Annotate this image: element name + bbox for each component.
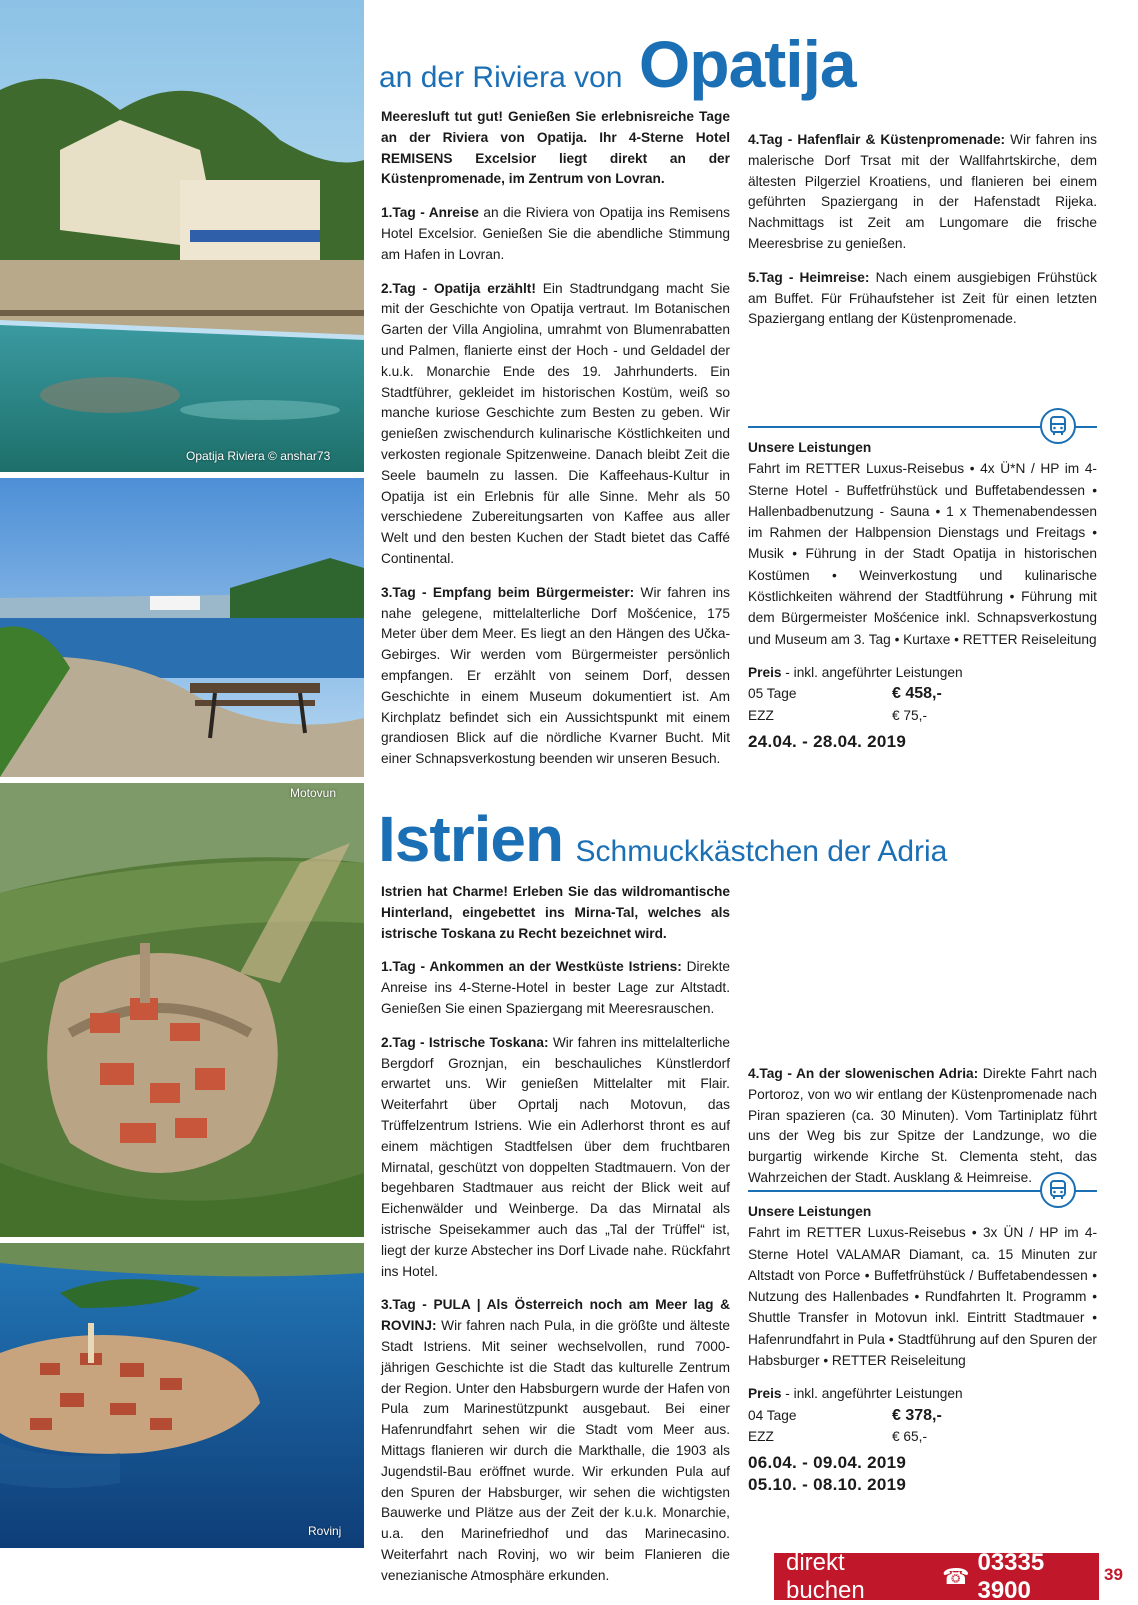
opatija-day5-text: Nach einem ausgiebigen Frühstück am Buffet. Für Frühaufsteher ist Zeit für einen letzten Spaziergang entlang der Küstenpromenade. (748, 269, 1097, 327)
photo-caption-motovun: Motovun (290, 786, 337, 800)
opatija-price-row (748, 683, 1097, 704)
istrien-heading-small: Schmuckkästchen der Adria (575, 835, 948, 868)
opatija-ezz-label: EZZ (748, 707, 774, 723)
opatija-day4-text: Wir fahren ins malerische Dorf Trsat mit der Wallfahrtskirche, dem ältesten Pilgerziel Kroatiens, und flanieren bei einem geführten Spaziergang in der Hafenstadt Rijeka. Nachmittags ist Zeit am Lungomare die frische Meeresbrise zu genießen. (748, 132, 1097, 251)
opatija-column-left (381, 107, 730, 783)
istrien-day2-title: 2.Tag - Istrische Toskana: (381, 1034, 549, 1050)
istrien-leistungen (748, 1201, 1097, 1495)
istrien-days: 04 Tage (748, 1407, 797, 1423)
opatija-price: € 458,- (892, 685, 942, 703)
opatija-date: 24.04. - 28.04. 2019 (748, 731, 907, 751)
istrien-preis-label: Preis (748, 1386, 782, 1402)
opatija-days: 05 Tage (748, 686, 797, 702)
photo-rovinj (0, 1243, 364, 1548)
opatija-day5-title: 5.Tag - Heimreise: (748, 269, 870, 285)
phone-icon: ☎ (942, 1563, 970, 1589)
photo-caption-opatija: Opatija Riviera © anshar73 (186, 449, 331, 463)
opatija-heading (379, 26, 856, 102)
opatija-column-right (748, 130, 1097, 343)
istrien-preis-note: - inkl. angeführter Leistungen (781, 1386, 963, 1402)
istrien-day3-title: 3.Tag - PULA | Als Österreich noch am Meer lag & ROVINJ: (381, 1297, 730, 1334)
istrien-date-2: 05.10. - 08.10. 2019 (748, 1474, 907, 1494)
opatija-day1-text: an die Riviera von Opatija ins Remisens Hotel Excelsior. Genießen Sie die abendliche Stimmung am Hafen in Lovran. (381, 205, 730, 262)
booking-banner[interactable] (774, 1548, 1099, 1604)
istrien-day2-text: Wir fahren ins mittelalterliche Bergdorf Groznjan, ein beschauliches Künstlerdorf erwartet uns. Wir genießen Mittelalter mit Flair. Weiterfahrt über Oprtalj nach Motovun, das Trüffelzentrum Istriens. Wie ein Adlerhorst thront es auf einem mächtigen Stadtfelsen über dem fruchtbaren Mirnatal, geschützt von doppelten Stadtmauern. Von der begehbaren Stadtmauer aus reicht der Blick weit auf Eichenwälder und Weinberge. Da das Mirnatal als istrische Speisekammer auch das „Tal der Trüffel“ ist, liegt der kurze Abstecher ins Dorf Livade nahe. Rückfahrt ins Hotel. (381, 1034, 731, 1279)
booking-cta[interactable]: direkt buchen (786, 1548, 865, 1604)
istrien-day3-text: Wir fahren nach Pula, in die größte und älteste Stadt Istriens. Mit seiner wechselvollen, rund 7000-jährigen Geschichte ist die Stadt das kulturelle Zentrum der Region. Unter den Habsburgern wurde der Hafen von Pula zum Marinestützpunkt ausgebaut. Bei einer Hafenrundfahrt sehen wir die Stadt vom Meer aus. Mittags flanieren wir durch die Markthalle, die 1903 als Jugendstil-Bau eröffnet wurde. Wir erkunden Pula auf den Spuren der Habsburger, wir sehen die wichtigsten Bauwerke und Plätze aus der Zeit der k.u.k. Monarchie, u.a. den Marinefriedhof und das Marinecasino. Weiterfahrt nach Rovinj, wo wir beim Flanieren die venezianische Atmosphäre erkunden. (381, 1318, 730, 1583)
opatija-day2-title: 2.Tag - Opatija erzählt! (381, 280, 536, 296)
opatija-day3-text: Wir fahren ins nahe gelegene, mittelalterliche Dorf Mošćenice, 175 Meter über dem Meer. Es liegt an den Hängen des Učka-Gebirges. Wir werden vom Bürgermeister persönlich empfangen. Er erzählt von seinem Dorf, dessen Geschichte in einem Museum dokumentiert ist. Am Kirchplatz befindet sich ein Aussichtspunkt mit einem grandiosen Blick auf die nördliche Kvarner Bucht. Mit einer Schnapsverkostung beenden wir unseren Besuch. (381, 584, 730, 767)
opatija-day4-title: 4.Tag - Hafenflair & Küstenpromenade: (748, 132, 1006, 147)
opatija-preis-label: Preis (748, 664, 782, 680)
opatija-day2-text: Ein Stadtrundgang macht Sie mit der Geschichte von Opatija vertraut. Im Botanischen Garten der Villa Angiolina, umrahmt von Blumenrabatten und Palmen, flanierte einst der Hoch - und Geldadel der k.u.k. Monarchie Ende des 19. Jahrhunderts. Ein Stadtführer, gekleidet im historischen Kostüm, weiß so manche kuriose Geschichte zum Besten zu geben. Wir genießen zwischendurch kulinarische Köstlichkeiten und verkosten regionale Spitzenweine. Danach bleibt Zeit die Seele baumeln zu lassen. Die Kaffeehaus-Kultur in Opatija ist ein Erlebnis für alle Sinne. Mehr als 50 verschiedene Zubereitungsarten von Kaffee aus aller Welt und den besten Kuchen der Stadt bietet das Caffé Continental. (381, 280, 730, 566)
opatija-leistungen-text: Fahrt im RETTER Luxus-Reisebus • 4x Ü*N / HP im 4-Sterne Hotel - Buffetfrühstück und Buffetabendessen • Hallenbadbenutzung - Sauna • 1 x Themenabendessen im Rahmen der Halbpension Dienstags und Freitags • Musik • Führung in der Stadt Opatija in historischen Kostümen • Weinverkostung und kulinarische Köstlichkeiten während der Stadtführung • Führung mit dem Bürgermeister Mošćenice inkl. Schnapsverkostung und Museum am 3. Tag • Kurtaxe • RETTER Reiseleitung (748, 461, 1097, 647)
istrien-leistungen-text: Fahrt im RETTER Luxus-Reisebus • 3x ÜN / HP im 4-Sterne Hotel VALAMAR Diamant, ca. 15 Minuten zur Altstadt von Porce • Buffetfrühstück / Buffetabendessen • Nutzung des Hallenbades • Rundfahrten lt. Programm • Shuttle Transfer in Motovun inkl. Eintritt Stadtmauer • Hafenrundfahrt in Pula • Stadtführung auf den Spuren der Habsburger • RETTER Reiseleitung (748, 1225, 1097, 1369)
photo-bench-sea (0, 478, 364, 777)
istrien-column-left (381, 882, 730, 1600)
photo-caption-rovinj: Rovinj (308, 1524, 342, 1538)
opatija-heading-big: Opatija (638, 27, 856, 101)
istrien-ezz-row (748, 1426, 1097, 1447)
istrien-date-1: 06.04. - 09.04. 2019 (748, 1453, 907, 1473)
opatija-intro: Meeresluft tut gut! Genießen Sie erlebnisreiche Tage an der Riviera von Opatija. Ihr 4-Sterne Hotel REMISENS Excelsior liegt direkt an der Küstenpromenade, im Zentrum von Lovran. (381, 109, 730, 187)
istrien-price-row (748, 1405, 1097, 1426)
istrien-heading (378, 802, 947, 876)
opatija-heading-small: an der Riviera von (379, 61, 623, 94)
page-number: 39 (1104, 1565, 1123, 1584)
opatija-leistungen (748, 437, 1097, 752)
istrien-price: € 378,- (892, 1406, 942, 1424)
booking-phone[interactable]: 03335 3900 (977, 1548, 1045, 1604)
istrien-day4-text: Direkte Fahrt nach Portoroz, von wo wir entlang der Küstenpromenade nach Piran spazieren (ca. 30 Minuten). Vom Tartiniplatz führt uns der Weg bis zur Spitze der Landzunge, wo die burgartig wirkende Kirche St. Clementa steht, das Wahrzeichen der Stadt. Ausklang & Heimreise. (748, 1066, 1098, 1185)
photo-motovun (0, 783, 364, 1237)
istrien-day1-title: 1.Tag - Ankommen an der Westküste Istriens: (381, 959, 682, 975)
istrien-leistungen-title: Unsere Leistungen (748, 1204, 872, 1219)
istrien-ezz-price: € 65,- (892, 1428, 928, 1444)
opatija-day3-title: 3.Tag - Empfang beim Bürgermeister: (381, 584, 635, 600)
opatija-day1-title: 1.Tag - Anreise (381, 205, 479, 221)
opatija-ezz-price: € 75,- (892, 707, 928, 723)
istrien-day1-text: Direkte Anreise ins 4-Sterne-Hotel in bester Lage zur Altstadt. Genießen Sie einen Spaziergang mit Meeresrauschen. (381, 959, 730, 1016)
istrien-intro: Istrien hat Charme! Erleben Sie das wildromantische Hinterland, eingebettet ins Mirna-Tal, welches als istrische Toskana zu Recht bezeichnet wird. (381, 884, 730, 941)
istrien-day4-title: 4.Tag - An der slowenischen Adria: (748, 1066, 979, 1081)
photo-opatija (0, 0, 364, 472)
opatija-ezz-row (748, 705, 1097, 726)
istrien-ezz-label: EZZ (748, 1428, 774, 1444)
istrien-heading-big: Istrien (378, 803, 564, 875)
opatija-leistungen-title: Unsere Leistungen (748, 440, 872, 455)
opatija-preis-note: - inkl. angeführter Leistungen (781, 664, 963, 680)
